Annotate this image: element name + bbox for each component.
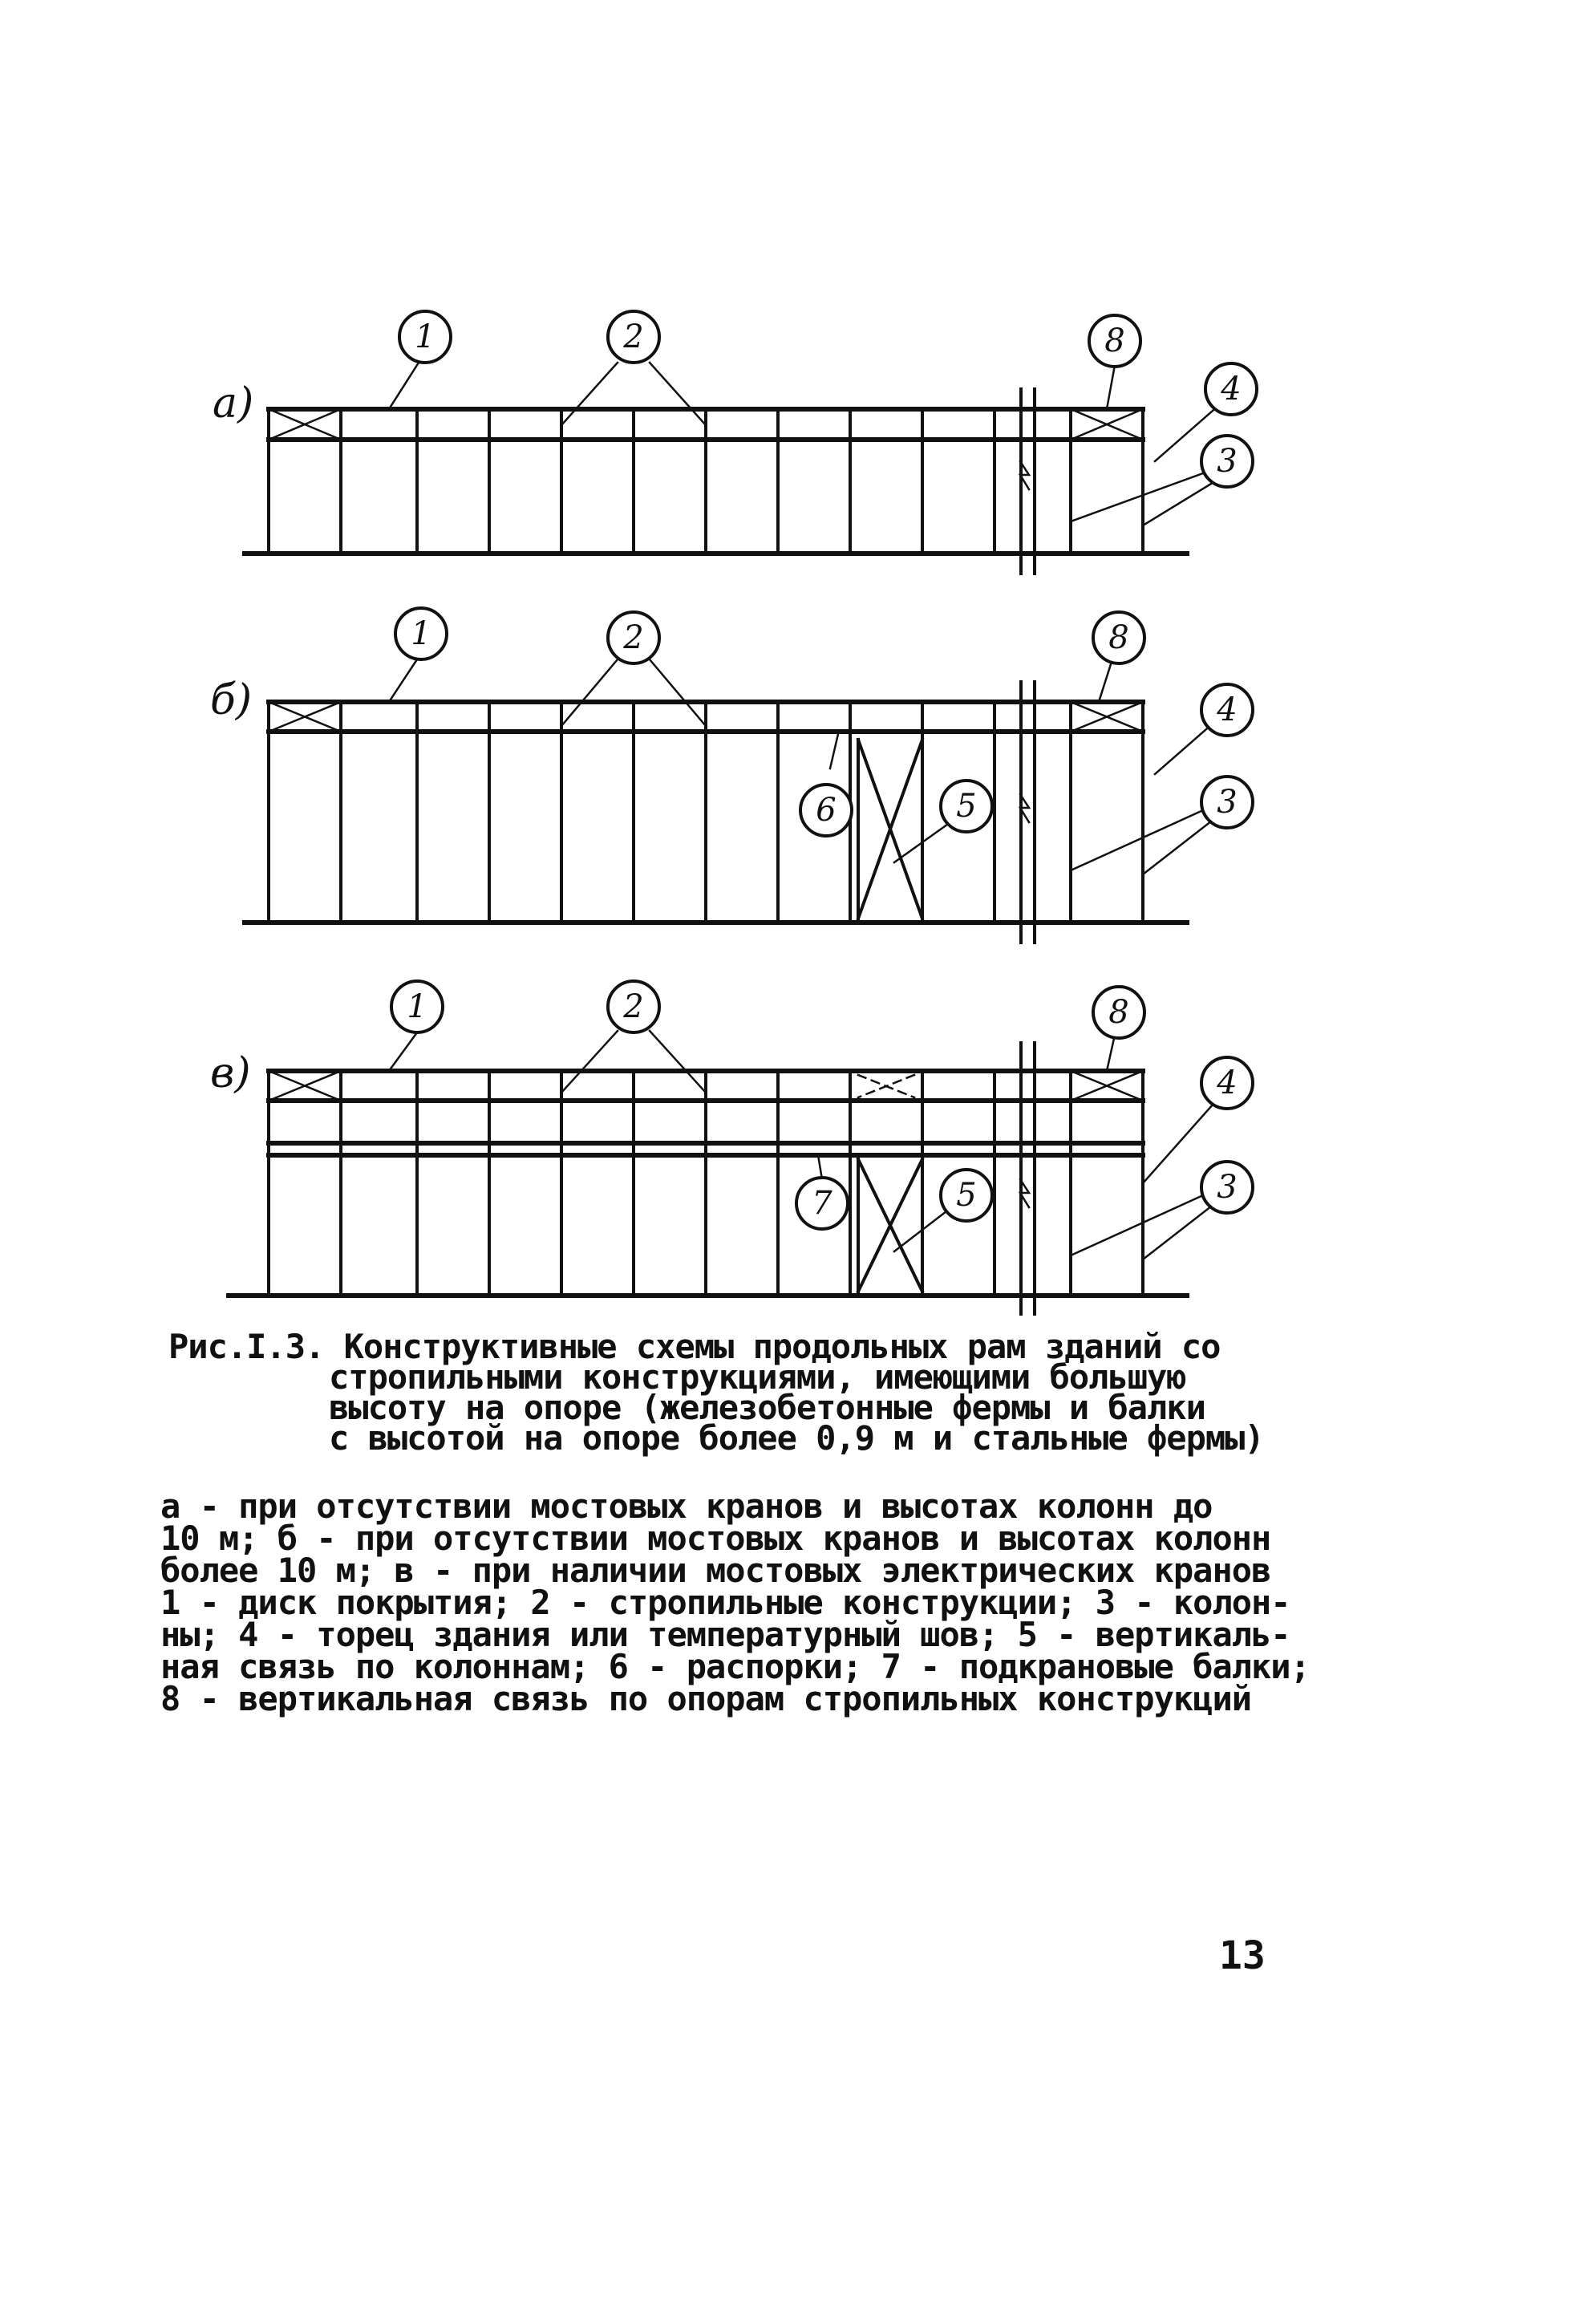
panel-c-bubble-8-text: 8 <box>1108 994 1129 1031</box>
panel-c-columns <box>269 1071 1143 1296</box>
panel-a-label: а) <box>213 379 254 428</box>
panel-c <box>210 981 1253 1316</box>
panel-a-bubble-4-text: 4 <box>1221 371 1242 408</box>
figure-caption <box>168 1327 1331 1458</box>
legend-line-6: ная связь по колоннам; 6 - распорки; 7 - подкрановые балки; <box>160 1647 1310 1686</box>
panel-b-bubble-4-text: 4 <box>1217 692 1238 728</box>
panel-b <box>210 608 1253 943</box>
page-number: 13 <box>1219 1933 1266 1978</box>
legend-line-1: а - при отсутствии мостовых кранов и высотах колонн до <box>160 1486 1213 1526</box>
legend-line-3: более 10 м; в - при наличии мостовых электрических кранов <box>160 1551 1271 1590</box>
panel-b-label: б) <box>210 676 253 724</box>
panel-a <box>213 311 1257 574</box>
panel-a-bubble-3-text: 3 <box>1217 443 1238 480</box>
panel-b-bubble-1-text: 1 <box>411 615 431 652</box>
panel-c-bubble-1-text: 1 <box>407 988 427 1025</box>
figure-legend <box>160 1486 1363 1718</box>
panel-b-columns <box>269 702 1143 923</box>
panel-c-bubble-7-text: 7 <box>812 1185 832 1222</box>
panel-c-bubble-5-text: 5 <box>956 1177 977 1214</box>
panel-c-label: в) <box>210 1049 251 1097</box>
panel-b-bubble-3-text: 3 <box>1217 784 1238 821</box>
panel-b-bubble-5-text: 5 <box>956 788 977 825</box>
caption-line-3: высоту на опоре (железобетонные фермы и балки <box>329 1388 1205 1427</box>
panel-a-bubble-8-text: 8 <box>1104 322 1125 359</box>
panel-a-bubble-1-text: 1 <box>415 318 435 355</box>
panel-c-bubble-4-text: 4 <box>1217 1065 1238 1101</box>
legend-line-7: 8 - вертикальная связь по опорам стропильных конструкций <box>160 1679 1252 1718</box>
panel-b-bubble-8-text: 8 <box>1108 619 1129 656</box>
legend-line-5: ны; 4 - торец здания или температурный шов; 5 - вертикаль- <box>160 1615 1290 1654</box>
caption-line-1: Рис.I.3. Конструктивные схемы продольных рам зданий со <box>168 1327 1221 1366</box>
panel-a-columns <box>269 409 1143 554</box>
legend-line-2: 10 м; б - при отсутствии мостовых кранов и высотах колонн <box>160 1519 1271 1558</box>
caption-line-2: стропильными конструкциями, имеющими большую <box>329 1357 1186 1397</box>
panel-c-bubble-3-text: 3 <box>1217 1169 1238 1206</box>
panel-b-bubble-6-text: 6 <box>816 792 837 829</box>
caption-line-4: с высотой на опоре более 0,9 м и стальные фермы) <box>329 1418 1264 1458</box>
panel-b-bubble-2-text: 2 <box>623 619 644 656</box>
legend-line-4: 1 - диск покрытия; 2 - стропильные конструкции; 3 - колон- <box>160 1583 1290 1622</box>
panel-c-bubble-2-text: 2 <box>623 988 644 1025</box>
panel-a-bubble-2-text: 2 <box>623 318 644 355</box>
